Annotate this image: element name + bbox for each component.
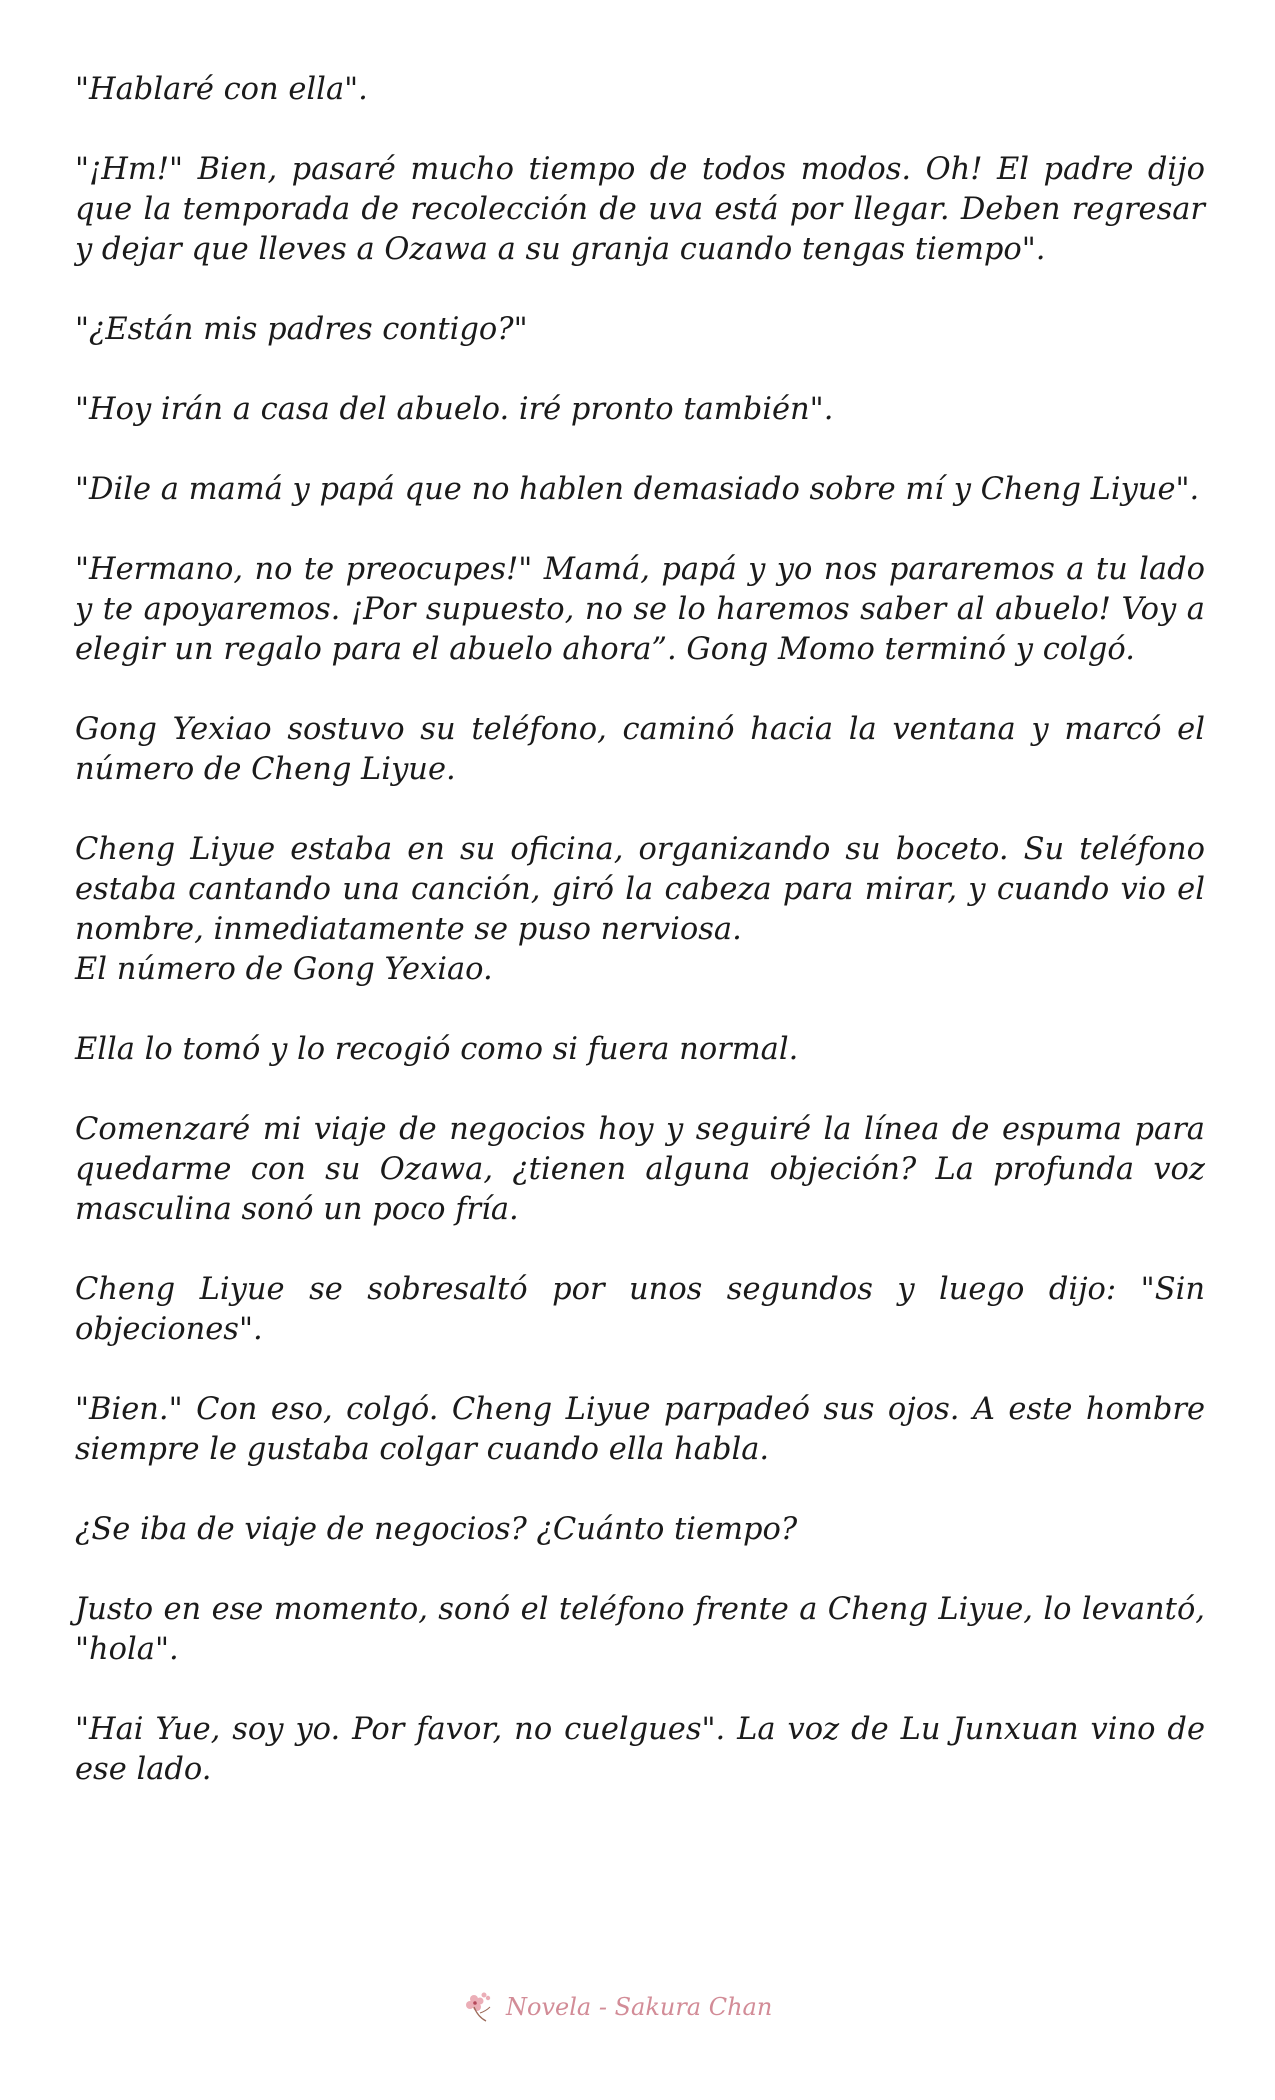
paragraph-line: Comenzaré mi viaje de negocios hoy y seguiré la línea de espuma para quedarme con su Ozawa, ¿tienen alguna objeción? La profunda voz masculina sonó un poco fría.: [75, 1112, 1205, 1227]
sakura-blossom-icon: [460, 1987, 500, 2027]
paragraph: [75, 310, 1205, 350]
paragraph-line: "Hablaré con ella".: [75, 72, 368, 107]
watermark-text: Novela - Sakura Chan: [506, 1993, 773, 2021]
paragraph: [75, 710, 1205, 790]
paragraph-line: Cheng Liyue estaba en su oficina, organizando su boceto. Su teléfono estaba cantando una canción, giró la cabeza para mirar, y cuando vio el nombre, inmediatamente se puso nerviosa.: [75, 832, 1205, 947]
paragraph: [75, 1710, 1205, 1790]
paragraph-line: ¿Se iba de viaje de negocios? ¿Cuánto tiempo?: [75, 1512, 798, 1547]
paragraph: [75, 550, 1205, 670]
paragraph: [75, 70, 1205, 110]
paragraph: [75, 470, 1205, 510]
paragraph-line: Gong Yexiao sostuvo su teléfono, caminó hacia la ventana y marcó el número de Cheng Liyue.: [75, 712, 1205, 787]
paragraph-line: Cheng Liyue se sobresaltó por unos segundos y luego dijo: "Sin objeciones".: [75, 1272, 1205, 1347]
paragraph-line: "Dile a mamá y papá que no hablen demasiado sobre mí y Cheng Liyue".: [75, 472, 1200, 507]
paragraph-line: Justo en ese momento, sonó el teléfono frente a Cheng Liyue, lo levantó, "hola".: [75, 1592, 1205, 1667]
paragraph: [75, 1390, 1205, 1470]
paragraph-line: "Hermano, no te preocupes!" Mamá, papá y yo nos pararemos a tu lado y te apoyaremos. ¡Por supuesto, no se lo haremos saber al abuelo! Voy a elegir un regalo para el abuelo ahora”. Gong Momo terminó y colgó.: [75, 552, 1205, 667]
paragraph-line: "Hoy irán a casa del abuelo. iré pronto también".: [75, 392, 834, 427]
paragraph: [75, 1510, 1205, 1550]
paragraph-line: El número de Gong Yexiao.: [75, 952, 493, 987]
paragraph: [75, 1110, 1205, 1230]
paragraph-line: "¿Están mis padres contigo?": [75, 312, 528, 347]
paragraph: [75, 390, 1205, 430]
paragraph-line: "Hai Yue, soy yo. Por favor, no cuelgues". La voz de Lu Junxuan vino de ese lado.: [75, 1712, 1205, 1787]
paragraph: [75, 1030, 1205, 1070]
document-body: [75, 70, 1205, 1830]
paragraph-line: "¡Hm!" Bien, pasaré mucho tiempo de todos modos. Oh! El padre dijo que la temporada de recolección de uva está por llegar. Deben regresar y dejar que lleves a Ozawa a su granja cuando tengas tiempo".: [75, 152, 1205, 267]
paragraph: [75, 830, 1205, 990]
paragraph: [75, 150, 1205, 270]
paragraph-line: "Bien." Con eso, colgó. Cheng Liyue parpadeó sus ojos. A este hombre siempre le gustaba colgar cuando ella habla.: [75, 1392, 1205, 1467]
paragraph-line: Ella lo tomó y lo recogió como si fuera normal.: [75, 1032, 799, 1067]
paragraph: [75, 1590, 1205, 1670]
paragraph: [75, 1270, 1205, 1350]
watermark: [460, 1984, 840, 2030]
